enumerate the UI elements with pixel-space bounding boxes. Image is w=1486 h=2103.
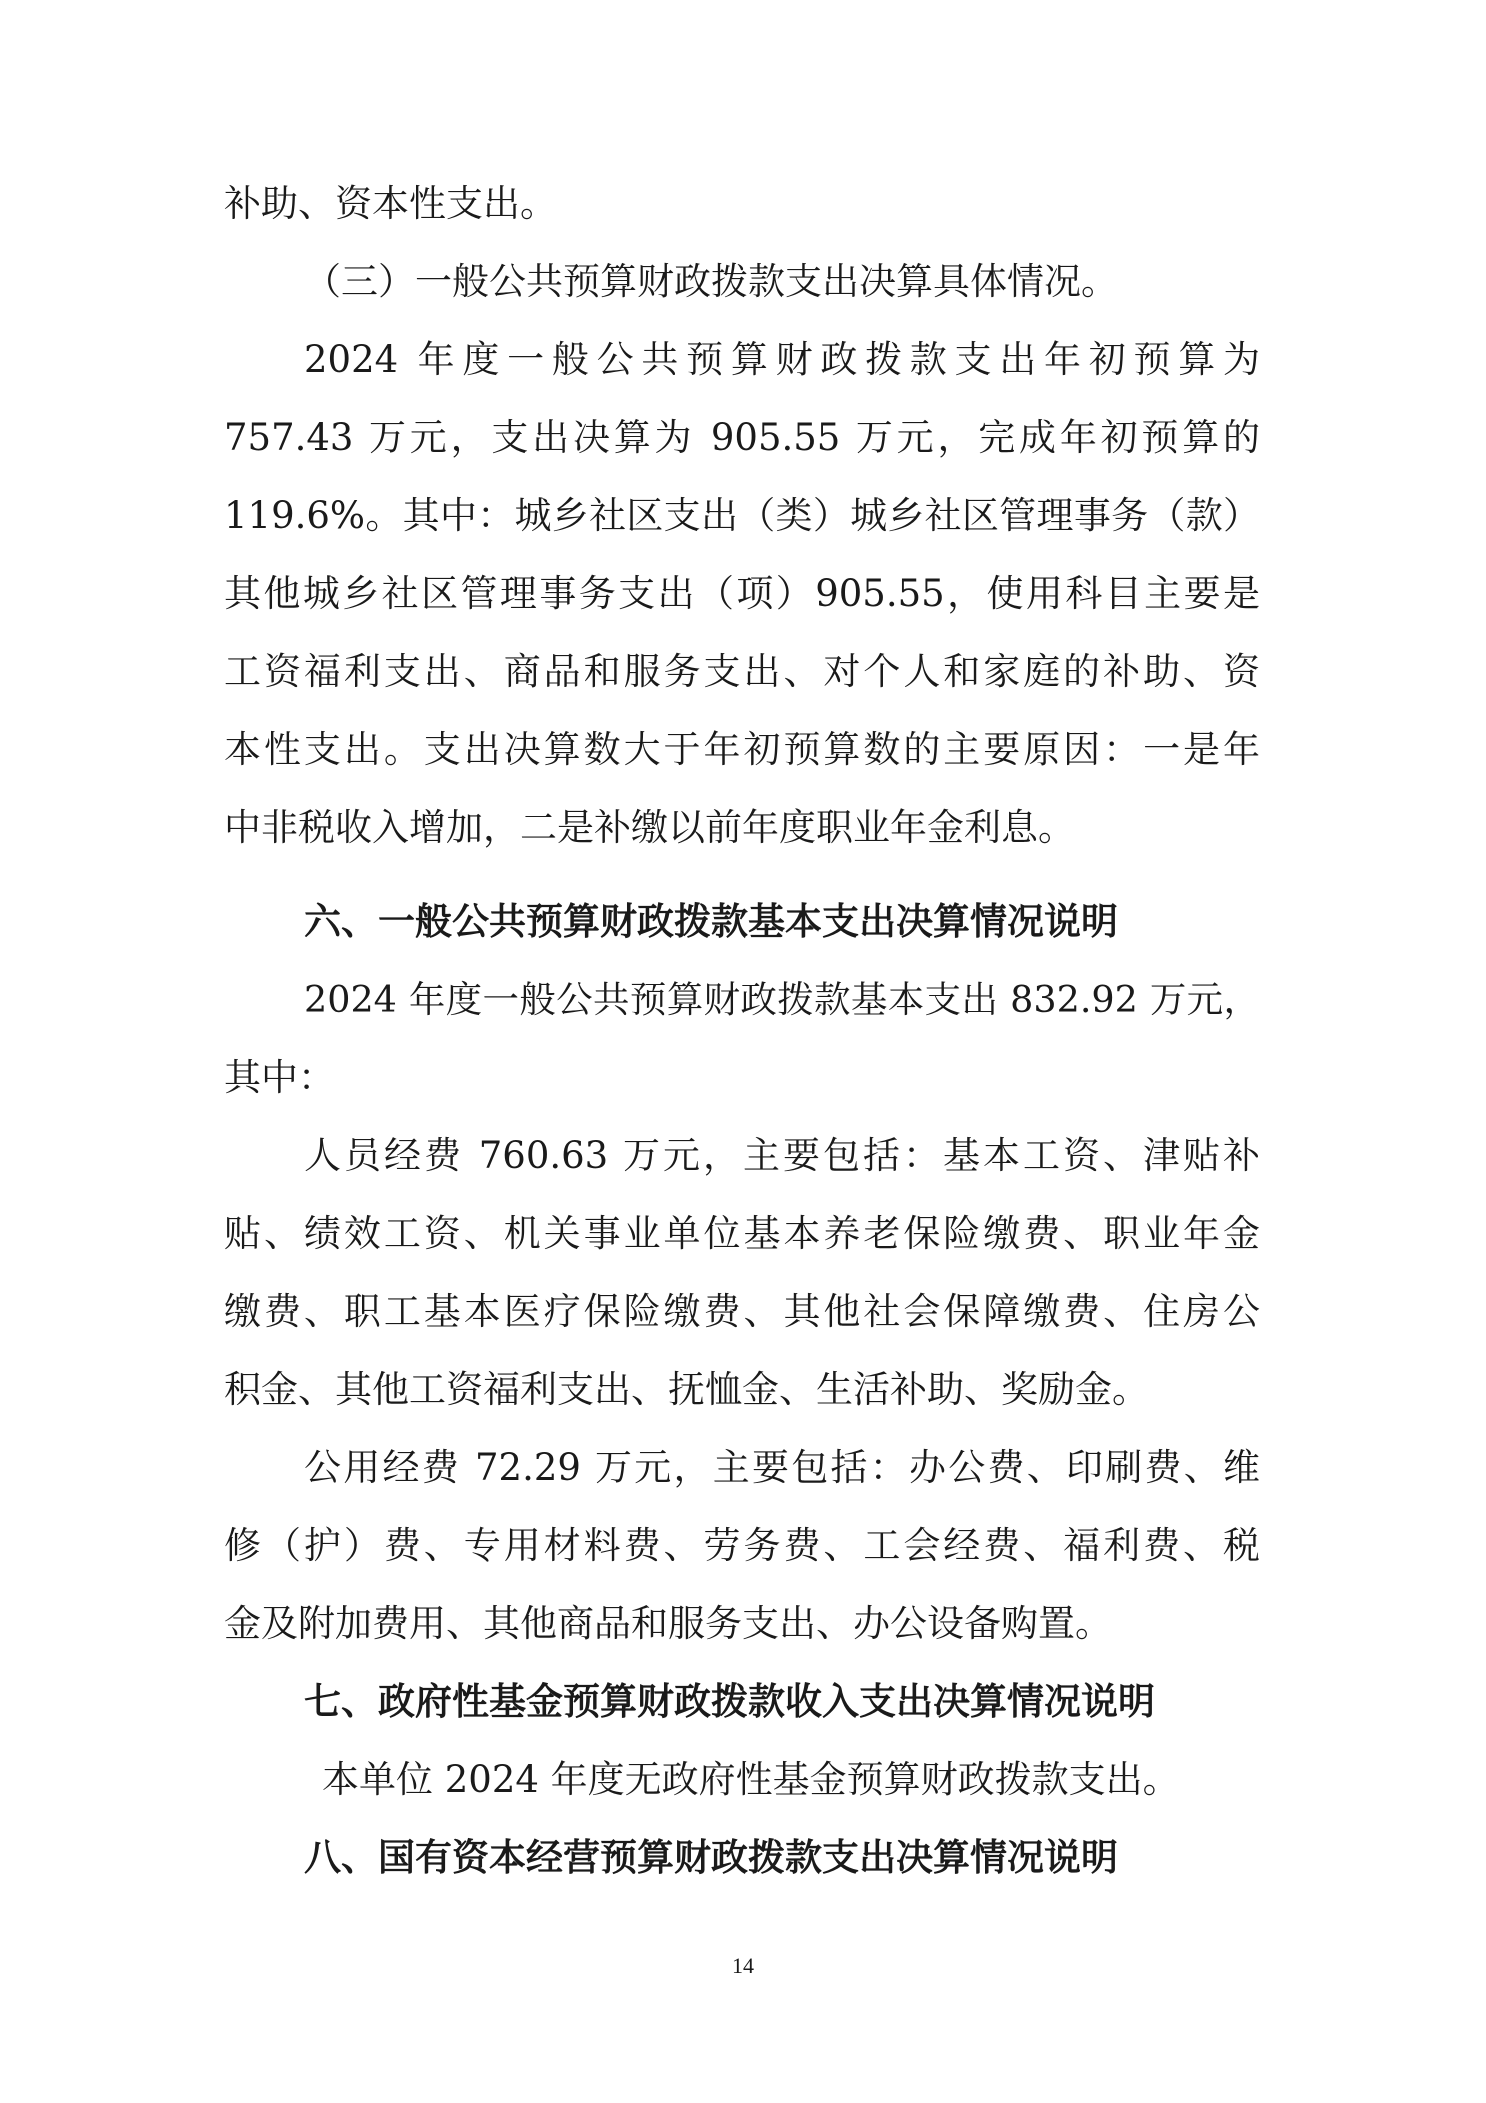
page-number: 14 [732,1953,754,1978]
text-line: 积金、其他工资福利支出、抚恤金、生活补助、奖励金。 [224,1368,1149,1411]
text-line: 2024 年度一般公共预算财政拨款基本支出 832.92 万元， [304,978,1260,1021]
section-heading: 八、国有资本经营预算财政拨款支出决算情况说明 [304,1836,1118,1879]
text-line: 其中： [224,1056,335,1099]
text-line: 贴、绩效工资、机关事业单位基本养老保险缴费、职业年金 [224,1212,1260,1255]
section-heading: 六、一般公共预算财政拨款基本支出决算情况说明 [304,900,1118,943]
text-line: 本单位 2024 年度无政府性基金预算财政拨款支出。 [322,1758,1180,1801]
text-line: 修（护）费、专用材料费、劳务费、工会经费、福利费、税 [224,1524,1260,1567]
text-line: 其他城乡社区管理事务支出（项）905.55，使用科目主要是 [224,572,1260,615]
text-line: 工资福利支出、商品和服务支出、对个人和家庭的补助、资 [224,650,1260,693]
text-line: 人员经费 760.63 万元，主要包括：基本工资、津贴补 [304,1134,1260,1177]
text-line: 缴费、职工基本医疗保险缴费、其他社会保障缴费、住房公 [224,1290,1260,1333]
text-line: 中非税收入增加，二是补缴以前年度职业年金利息。 [224,806,1075,849]
text-line: 2024 年度一般公共预算财政拨款支出年初预算为 [304,338,1260,381]
section-heading: 七、政府性基金预算财政拨款收入支出决算情况说明 [304,1680,1155,1723]
text-line: 公用经费 72.29 万元，主要包括：办公费、印刷费、维 [304,1446,1260,1489]
text-line: 本性支出。支出决算数大于年初预算数的主要原因：一是年 [224,728,1260,771]
text-line: 补助、资本性支出。 [224,182,557,225]
text-line: 金及附加费用、其他商品和服务支出、办公设备购置。 [224,1602,1112,1645]
text-line: 119.6%。其中：城乡社区支出（类）城乡社区管理事务（款） [224,494,1260,537]
subsection-heading: （三）一般公共预算财政拨款支出决算具体情况。 [304,260,1118,303]
text-line: 757.43 万元，支出决算为 905.55 万元，完成年初预算的 [224,416,1260,459]
